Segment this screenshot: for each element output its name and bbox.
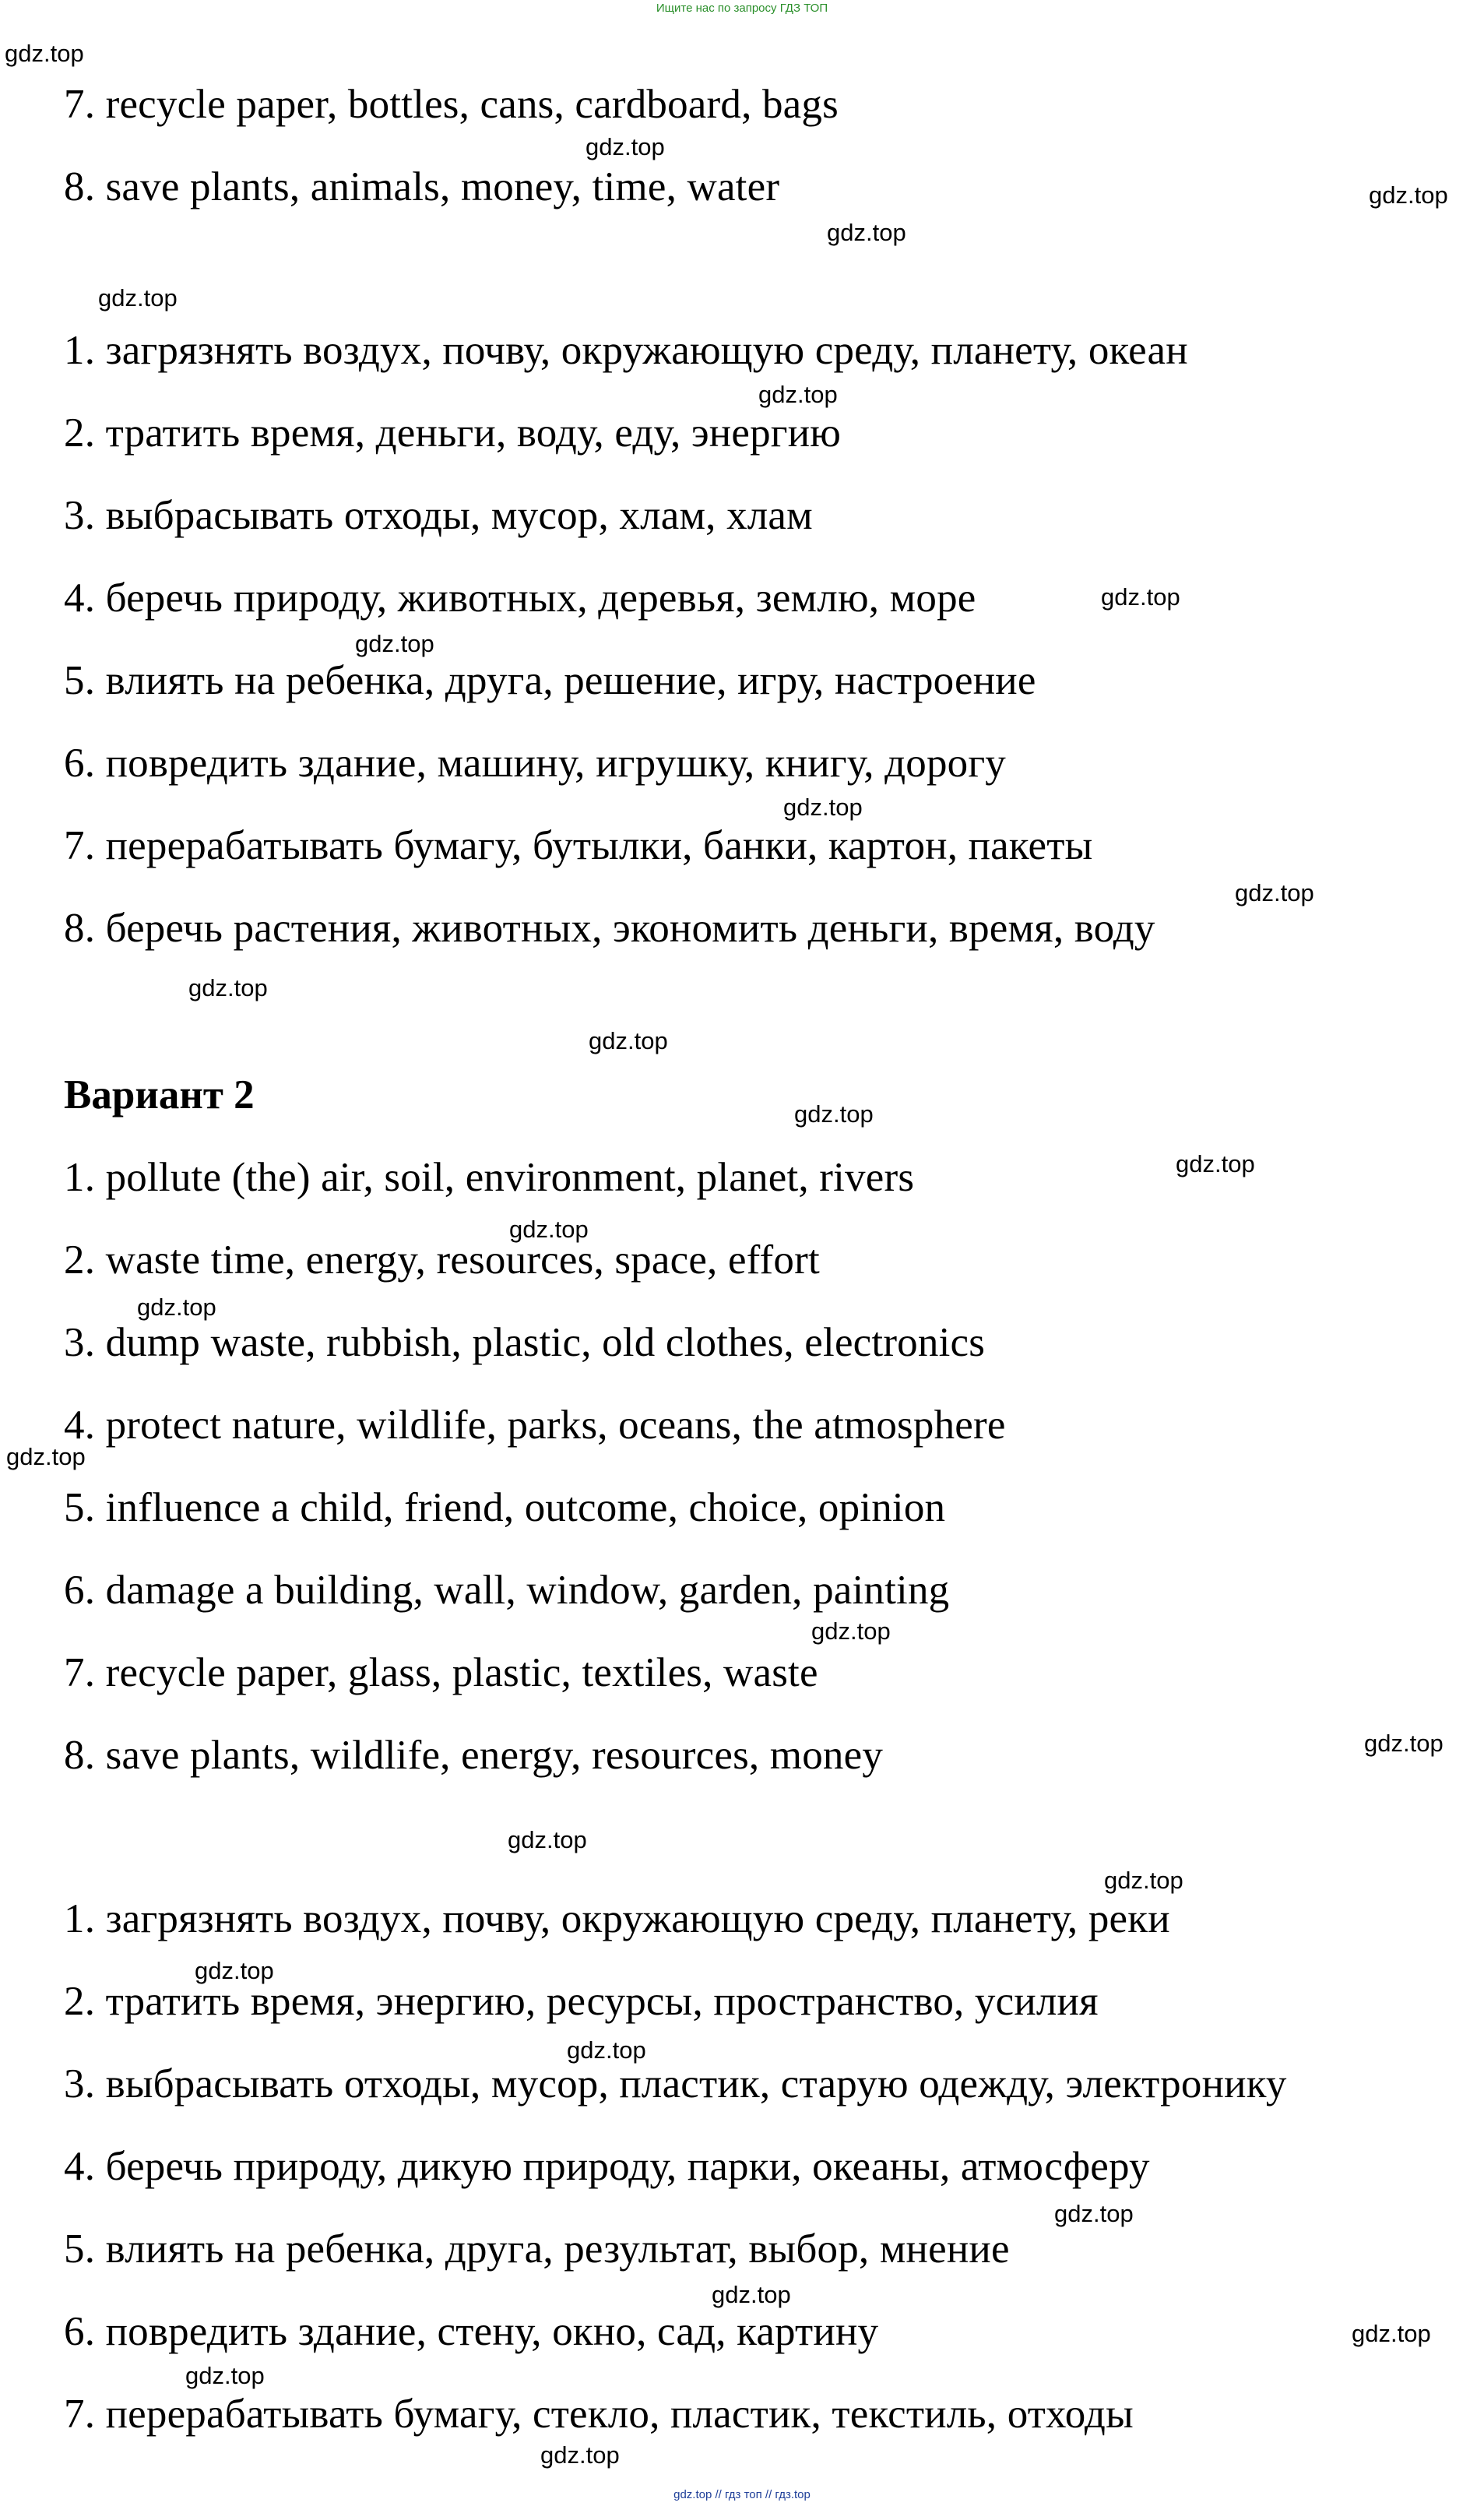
watermark: gdz.top [195,1957,274,1984]
en-line-8: 8. save plants, animals, money, time, water [64,164,780,209]
watermark: gdz.top [98,284,178,311]
watermark: gdz.top [509,1216,589,1243]
v2-ru-line-1: 1. загрязнять воздух, почву, окружающую среду, планету, реки [64,1896,1170,1941]
watermark: gdz.top [589,1027,668,1054]
watermark: gdz.top [1176,1150,1255,1177]
watermark: gdz.top [6,1443,86,1470]
v2-en-line-2: 2. waste time, energy, resources, space, effort [64,1237,820,1283]
watermark: gdz.top [188,974,268,1001]
v2-en-line-1: 1. pollute (the) air, soil, environment, planet, rivers [64,1155,915,1200]
ru-line-1: 1. загрязнять воздух, почву, окружающую среду, планету, океан [64,328,1188,373]
ru-line-8: 8. беречь растения, животных, экономить деньги, время, воду [64,906,1155,951]
watermark: gdz.top [1364,1730,1444,1757]
watermark: gdz.top [712,2281,791,2308]
v2-ru-line-4: 4. беречь природу, дикую природу, парки, океаны, атмосферу [64,2144,1150,2189]
top-banner: Ищите нас по запросу ГДЗ ТОП [656,2,828,15]
watermark: gdz.top [827,219,906,246]
watermark: gdz.top [1369,181,1448,209]
watermark: gdz.top [794,1100,874,1128]
watermark: gdz.top [1104,1867,1183,1894]
watermark: gdz.top [758,381,838,408]
v2-en-line-7: 7. recycle paper, glass, plastic, textiles, waste [64,1650,818,1695]
v2-ru-line-6: 6. повредить здание, стену, окно, сад, картину [64,2309,879,2354]
v2-en-line-6: 6. damage a building, wall, window, garden, painting [64,1568,950,1613]
watermark: gdz.top [783,794,863,821]
ru-line-2: 2. тратить время, деньги, воду, еду, энергию [64,410,842,456]
footer: gdz.top // гдз топ // гдз.top [673,2488,811,2501]
watermark: gdz.top [355,630,434,657]
ru-line-4: 4. беречь природу, животных, деревья, землю, море [64,575,976,621]
watermark: gdz.top [586,133,665,160]
v2-ru-line-2: 2. тратить время, энергию, ресурсы, пространство, усилия [64,1979,1099,2024]
watermark: gdz.top [185,2362,265,2389]
v2-ru-line-5: 5. влиять на ребенка, друга, результат, выбор, мнение [64,2226,1010,2272]
v2-en-line-3: 3. dump waste, rubbish, plastic, old clothes, electronics [64,1320,986,1365]
variant-heading: Вариант 2 [64,1072,255,1117]
v2-ru-line-7: 7. перерабатывать бумагу, стекло, пластик, текстиль, отходы [64,2392,1134,2437]
watermark: gdz.top [567,2036,646,2064]
watermark: gdz.top [137,1293,216,1321]
watermark: gdz.top [1054,2200,1134,2227]
watermark: gdz.top [540,2441,620,2469]
ru-line-6: 6. повредить здание, машину, игрушку, книгу, дорогу [64,741,1006,786]
ru-line-3: 3. выбрасывать отходы, мусор, хлам, хлам [64,493,813,538]
watermark: gdz.top [811,1617,891,1645]
watermark: gdz.top [508,1826,587,1853]
ru-line-7: 7. перерабатывать бумагу, бутылки, банки, картон, пакеты [64,823,1093,868]
v2-ru-line-3: 3. выбрасывать отходы, мусор, пластик, старую одежду, электронику [64,2061,1287,2107]
en-line-7: 7. recycle paper, bottles, cans, cardboard, bags [64,82,839,127]
watermark: gdz.top [1235,879,1314,906]
v2-en-line-4: 4. protect nature, wildlife, parks, oceans, the atmosphere [64,1403,1006,1448]
ru-line-5: 5. влиять на ребенка, друга, решение, игру, настроение [64,658,1036,703]
watermark: gdz.top [5,40,84,67]
v2-en-line-8: 8. save plants, wildlife, energy, resources, money [64,1733,884,1778]
watermark: gdz.top [1101,583,1180,611]
v2-en-line-5: 5. influence a child, friend, outcome, choice, opinion [64,1485,946,1530]
watermark: gdz.top [1352,2320,1431,2347]
